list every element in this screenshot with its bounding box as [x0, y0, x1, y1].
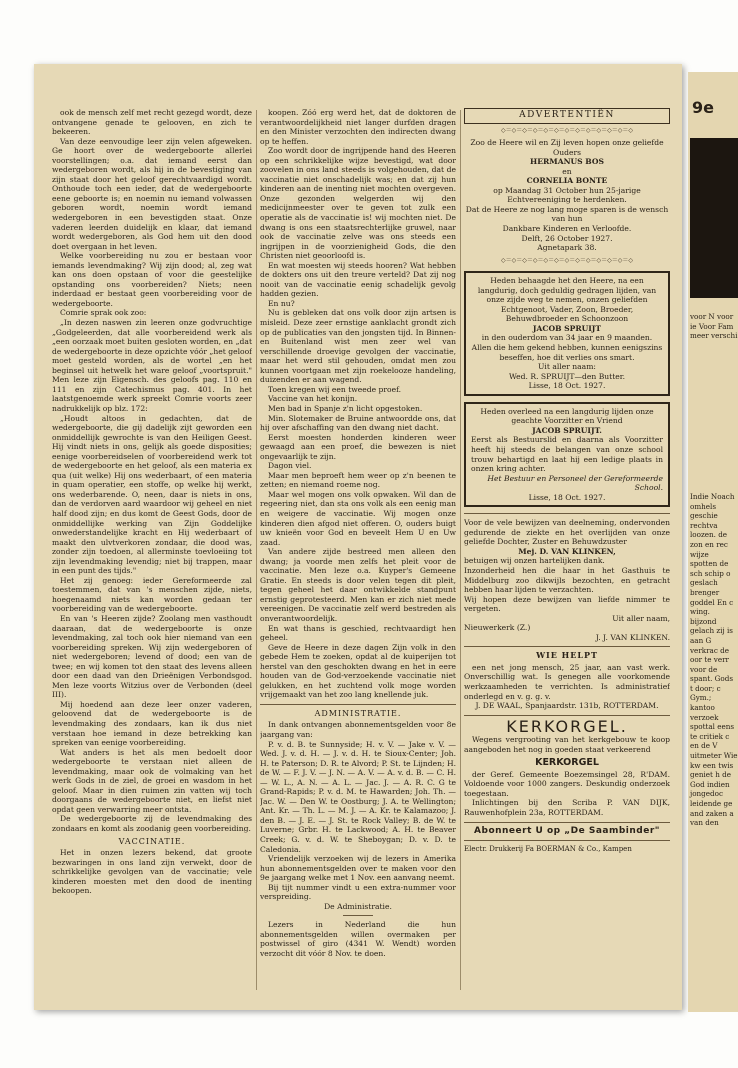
administratie-heading: ADMINISTRATIE. — [314, 708, 402, 718]
ad-line: Mej. D. VAN KLINKEN, — [518, 546, 616, 556]
ornament-border: ◇＝◇＝◇＝◇＝◇＝◇＝◇＝◇＝◇＝◇＝◇＝◇＝◇ — [501, 126, 633, 134]
newspaper-page — [34, 64, 682, 1010]
next-page-text: Indie Noach omhels geschie rechtva loozen. de zon en rec wijze spotten de sch schip o geslach brenger goddel En c wing. bijzond gelach zij is aan G verkrac de oor te verr voor de spant. Gods t door; c Gym.; kantoo verzoek spottal eens te critiek c en de V uitmeter Wie kw een twis geniet h de God indien jongedoc leidende ge and zaken a van den — [690, 492, 738, 828]
column-1 — [52, 108, 252, 1004]
ad-line: CORNELIA BONTE — [526, 176, 608, 186]
ad-line: Wed. R. SPRUIJT—den Butter. — [509, 371, 625, 381]
paragraph: Min. Slotemaker de Bruine antwoordde ons, dat hij over afschaffing van den dwang niet dacht. — [260, 413, 456, 433]
paragraph: Men bad in Spanje z'n licht opgestoken. — [268, 403, 423, 413]
vaccinatie-text: Het in onzen lezers bekend, dat groote bezwaringen in ons land zijn verwekt, door de schrikkelijke gevolgen van de vaccinatie; vele kinderen moesten met den dood de inenting bekoopen. — [52, 848, 252, 896]
divider — [464, 715, 670, 716]
admin-footer: Lezers in Nederland die hun abonnementsgelden willen overmaken per postwissel of giro (4341 W. Wendt) worden verzocht dit vóór 8 Nov. te doen. — [260, 920, 456, 959]
admin-signature: De Administratie. — [324, 901, 392, 911]
paragraph: Wat anders is het als men bedoelt door wedergeboorte te verstaan niet alleen de levendmaking, maar ook de volmaking van het werk Gods in de ziel, de groei en wasdom in het geloof. Maar in dien ruimen zin vatten wij toch doorgaans de wedergeboorte niet, en liefst niet opdat geen verwarring meer ontsta. — [52, 747, 252, 814]
paragraph: Van andere zijde bestreed men alleen den dwang; ja voorde men zelfs het pleit voor de vaccinatie. Men leze o.a. Kuyper's Gemeene Gratie. En steeds is door velen tegen dit pleit, tegen geheel het daar ontwikkelde standpunt ernstig geprotesteerd. Men kan er zich niet mede vereenigen. De vaccinatie zelf werd bestreden als onverantwoordelijk. — [260, 547, 456, 623]
col1-body — [52, 108, 252, 834]
next-page-edge — [688, 72, 738, 1012]
paragraph: Maar wel mogen ons volk opwaken. Wil dan de regeering niet, dan sta ons volk als een eenig man en weigere de vaccinatie. Wij mogen onze kinderen dien afgod niet offeren. O, ouders buigt uw knieën voor God en beveelt Hem U en Uw zaad. — [260, 489, 456, 547]
divider — [464, 822, 670, 823]
paragraph: En wat thans is geschied, rechtvaardigt hen geheel. — [260, 623, 456, 643]
paragraph: Comrie sprak ook zoo: — [60, 308, 147, 318]
paragraph: Dagon viel. — [268, 461, 312, 471]
wie-helpt-text: een net jong mensch, 25 jaar, aan vast werk. Onverschillig wat. Is genegen alle voorkomende werkzaamheden te verrichten. Is administratief onderlegd en v. g. g. v. — [464, 662, 670, 701]
ornament-border: ◇＝◇＝◇＝◇＝◇＝◇＝◇＝◇＝◇＝◇＝◇＝◇＝◇ — [501, 256, 633, 264]
admin-note2: Bij tijt nummer vindt u een extra-nummer voor verspreiding. — [260, 882, 456, 902]
column-rule — [256, 110, 257, 990]
saambinder-ad: Abonneert U op „De Saambinder" — [474, 825, 660, 836]
admin-note: Vriendelijk verzoeken wij de lezers in Amerika hun abonnementsgelden over te maken voor den 9e jaargang welke met 1 Nov. een aanvang neemt. — [260, 854, 456, 883]
ad-line: Wij hopen deze bewijzen van liefde nimmer te vergeten. — [464, 594, 670, 614]
kerkorgel-text: Wegens vergrooting van het kerkgebouw te koop aangeboden het nog in goeden staat verkeerend — [464, 735, 670, 754]
ad-line: Uit aller naam: — [538, 362, 596, 372]
paragraph: Toen kregen wij een tweede proef. — [268, 384, 402, 394]
ad-line: Agnetapark 38. — [537, 243, 597, 253]
paragraph: Van deze eenvoudige leer zijn velen afgeweken. Ge hoort over de wedergeboorte allerlei voorstellingen; o.a. dat iemand eerst dan wedergeboren wordt, als hij in de bevestiging van zijn staat door het geloof gerechtvaardigd wordt. Onthoude toch een ieder, dat de wedergeboorte eene geboorte is; en noemin nu iemand volwassen geboren wordt, noemin wordt iemand wedergeboren in een bevestigden staat. Onze vaderen leerden duidelijk en klaar, dat iemand wordt wedergeboren, als God hem uit den dood doet overgaan in het leven. — [52, 136, 252, 251]
ad-line: betuigen wij onzen hartelijken dank. — [464, 556, 605, 566]
col2-body — [260, 108, 456, 700]
paragraph: Geve de Heere in deze dagen Zijn volk in den gebede Hem te zoeken, opdat al de kuiperijen tot herstel van den geschokten dwang en het in eere houden van de God-verzoekende vaccinatie niet gelukken, en het zuchtend volk moge worden vrijgemaakt van het zoo lang knellende juk. — [260, 642, 456, 700]
paragraph: En nu? — [268, 298, 295, 308]
paragraph: „Houdt altoos in gedachten, dat de wedergeboorte, die gij dadelijk zijt geworden een onmiddellijk gewrochte is van den Heiligen Geest. Hij vindt niets in ons, gelijk als goede disposities; eenige voorbereidselen of voorbereidend werk tot de wedergeboorte en het geloof, als een materia ex qua (uit welke) Hij ons wederbaart, of een materia in quam operatier, een stoffe, op welke hij werkt, ons wederbarende. O, neen, daar is niets in ons, dan de verdorven aard waardoor wij geheel en niet half dood zijn; en dus komt de Geest Gods, door de onmiddellijke werking van Zijn Goddelijke onwederstandelijke kracht en Hij wederbaart of maakt den ulvtverkoren zondaar, die dood was, zonder zijn toedoen, al allerminste toevloeiing tot zijn levendmaking levendig; niet bij trappen, maar in een punt des tijds." — [52, 413, 252, 576]
ad-line: Nieuwerkerk (Z.) — [464, 623, 531, 633]
ad-line: in den ouderdom van 34 jaar en 9 maanden. — [481, 333, 653, 343]
ad-line: Delft, 26 October 1927. — [521, 233, 613, 243]
ad-line: Dat de Heere ze nog lang moge sparen is de wensch van hun — [465, 204, 669, 224]
paragraph: De wedergeboorte zij de levendmaking des zondaars en komt als zoodanig geen voorbereiding. — [52, 814, 252, 834]
ad-line: JACOB SPRUIJT — [532, 323, 602, 333]
vaccinatie-heading: VACCINATIE. — [118, 836, 186, 846]
ad-line: Inzonderheid hen die haar in het Gasthuis te Middelburg zoo dikwijls bezochten, en getracht hebben haar lijden te verzachten. — [464, 565, 670, 595]
ad-line: Voor de vele bewijzen van deelneming, ondervonden gedurende de ziekte en het overlijden van onze geliefde Dochter, Zuster en Behuwdzuster — [464, 518, 670, 547]
ad-line: Heden behaagde het den Heere, na een langdurig, doch geduldig gedragen lijden, van onze zijde weg te nemen, onzen geliefden Echtgenoot, Vader, Zoon, Broeder, Behuwdbroeder en Schoonzoon — [477, 276, 657, 324]
kerkorgel-subtitle: KERKORGEL — [535, 757, 599, 769]
paragraph: „In dezen naswen zin leeren onze godvruchtige „Godgeleerden, dat alle voorbereidend werk als „een oorzaak moet buiten gesloten worden, en „dat de wedergeboorte in deze opzichte vóór „het geloof moet gesteld worden, als de wortel „en het beginsel uit hetwelk het ware geloof „voortspruit." Men leze zijn Eigensch. des geloofs pag. 110 en 111 en zijn Catechismus pag. 401. In het laatstgenoemde werk spreekt Comrie voorts zeer nadrukkelijk op blz. 172: — [52, 318, 252, 413]
ad-thanks — [464, 518, 670, 642]
ad-line: HERMANUS BOS — [530, 157, 604, 167]
printer-credit: Electr. Drukkerij Fa BOERMAN & Co., Kampen — [464, 845, 632, 854]
column-rule — [460, 110, 461, 990]
ad-line: Uit aller naam, — [612, 613, 670, 623]
ad-line: Allen die hem gekend hebben, kunnen eenigszins beseffen, hoe dit verlies ons smart. — [471, 343, 663, 362]
wie-helpt-address: J. DE WAAL, Spanjaardstr. 131b, ROTTERDAM. — [475, 701, 659, 711]
ad-obituary-family — [464, 271, 670, 396]
next-page-text-top: voor N voor ie Voor Fam meer verschi — [690, 312, 738, 341]
paragraph: Vaccine van het konijn. — [268, 394, 358, 404]
kerkorgel-title: KERKORGEL. — [506, 716, 628, 736]
ad-line: Heden overleed na een langdurig lijden onze geachte Voorzitter en Vriend — [480, 406, 654, 426]
divider — [464, 513, 670, 514]
paragraph: koopen. Zóó erg werd het, dat de doktoren de verantwoordelijkheid niet langer durfden dragen en den Minister verzochten den indirecten dwang op te heffen. — [260, 108, 456, 146]
paragraph: Zoo wordt door de ingrijpende hand des Heeren op een schrikkelijke wijze bevestigd, wat door zoovelen in ons land steeds is volgehouden, dat de vaccinatie niet onschadelijk was; en dat zij hun kinderen aan de inenting niet mochten overgeven. Onze gezonden welgerden wij den medicijnmeester over te geven tot zulk een operatie als de vaccinatie is! wij mochten niet. De dwang is ons een staatsrechterlijke gruwel, naar ook de vaccinatie zelve was ons steeds een ingrijpen in de voorzienigheid Gods, die den Christen niet geoorloofd is. — [260, 146, 456, 261]
masthead-block — [690, 138, 738, 298]
paragraph: Nu is gebleken dat ons volk door zijn artsen is misleid. Deze zeer ernstige aanklacht grondt zich op de publicaties van den jongsten tijd. In Binnen- en Buitenland wist men zeer wel van verschillende droevige gevolgen der vaccinatie, maar het werd stil gehouden, omdat men zou kunnen voortgaan met zijn roekelooze handeling, duizenden er aan wagend. — [260, 308, 456, 385]
ad-anniversary — [464, 138, 670, 253]
divider — [464, 646, 670, 647]
divider — [464, 840, 670, 841]
ad-line: JACOB SPRUIJT. — [532, 425, 602, 435]
column-2 — [260, 108, 456, 1004]
divider — [343, 915, 373, 916]
paragraph: Welke voorbereiding nu zou er bestaan voor iemands levendmaking? Wij zijn dood; al, zeg wat kan ons doen opstaan of voor die geestelijke opstanding ons voorbereiden? Niets; neen inderdaad er bestaat geen voorbereiding voor de wedergeboorte. — [52, 251, 252, 308]
kerkorgel-info: Inlichtingen bij den Scriba P. VAN DIJK, Rauwenhofplein 23a, ROTTERDAM. — [464, 798, 670, 817]
ad-line: en — [562, 166, 572, 176]
kerkorgel-text2: der Geref. Gemeente Boezemsingel 28, R'DAM. Voldoende voor 1000 zangers. Deskundig onderzoek toegestaan. — [464, 769, 670, 798]
ad-line: Eerst als Bestuurslid en daarna als Voorzitter heeft hij steeds de belangen van onze school trouw behartigd en laat hij een ledige plaats in onzen kring achter. — [471, 435, 663, 474]
paragraph: ook de mensch zelf met recht gezegd wordt, deze ontvangene genade te gelooven, en zich te bekeeren. — [52, 108, 252, 137]
paragraph: Mij hoedend aan deze leer onzer vaderen, geloovend dat de wedergeboorte is de levendmaking des zondaars, kan ik dus niet verstaan hoe iemand in deze betrekking kan spreken van eenige voorbereiding. — [52, 699, 252, 748]
ad-line: Dankbare Kinderen en Verloofde. — [502, 224, 632, 234]
advertenties-heading: ADVERTENTIËN — [464, 108, 670, 124]
admin-intro: In dank ontvangen abonnementsgelden voor 8e jaargang van: — [260, 720, 456, 739]
next-page-number: 9e — [692, 98, 714, 117]
column-3 — [464, 108, 670, 1004]
ad-line: Zoo de Heere wil en Zij leven hopen onze geliefde Ouders — [470, 138, 664, 157]
ad-line: op Maandag 31 October hun 25-jarige Echtvereeniging te herdenken. — [493, 185, 641, 205]
ad-obituary-school — [464, 402, 670, 507]
paragraph: Het zij genoeg: ieder Gereformeerde zal toestemmen, dat van 's menschen zijde, niets, hoegenaamd niets kan worden gedaan ter voorbereiding van de wedergeboorte. — [52, 575, 252, 614]
paragraph: En wat moesten wij steeds hooren? Wat hebben de dokters ons uit den treure verteld? Dat zij nog nooit van de vaccinatie eenig schadelijk gevolg hadden gezien. — [260, 260, 456, 299]
paragraph: En van 's Heeren zijde? Zoolang men vasthoudt daaraan, dat de wedergeboorte is onze levendmaking, zal toch ook hier niemand van een voorbereiding spreken. Wij zijn wedergeboren of niet wedergeboren; levend of dood; een van de twee; en wij komen tot den staat des levens alleen door een daad van den Drieënigen Verbondsgod. Men leze voorts Witzius over de Verbonden (deel III). — [52, 613, 252, 700]
paragraph: Eerst moesten honderden kinderen weer gewaagd aan een proef, die bewezen is niet ongevaarlijk te zijn. — [260, 432, 456, 461]
wie-helpt-heading: WIE HELPT — [536, 650, 598, 661]
ad-line: Het Bestuur en Personeel der Gereformeerde School. — [487, 473, 663, 493]
ad-line: Lisse, 18 Oct. 1927. — [528, 492, 606, 502]
ad-line: J. J. VAN KLINKEN. — [595, 632, 670, 642]
ad-line: Lisse, 18 Oct. 1927. — [528, 381, 606, 391]
admin-list: P. v. d. B. te Sunnyside; H. v. V. — Jake v. V. — Wed. J. v. d. H. — J. v. d. H. te Sioux-Center; Joh. H. te Paterson; D. R. te Alvord; P. St. te Lijnden; H. de W. — F. J. V. — J. N. — A. V. — A. v. d. B. — C. H. — W. L., A. N. — A. L. — Jac. J. — A. R. C. G te Grand-Rapids; P. v. d. M. te Hawarden; Joh. Th. — Jac. W. — Den W. te Oostburg; J. A. te Wellington; Ant. Kr. — Th. L. — M. J. — A. Kr. te Kalamazoo; J. den B. — J. E. — J. St. te Rock Valley; B. de W. te Luverne; Grbr. H. te Lackwood; A. H. te Beaver Creek; G. v. d. W. te Sheboygan; D. v. D. te Caledonia. — [260, 739, 456, 854]
paragraph: Maar men beproeft hem weer op z'n beenen te zetten; en niemand roeme nog. — [260, 470, 456, 490]
divider — [260, 704, 456, 705]
